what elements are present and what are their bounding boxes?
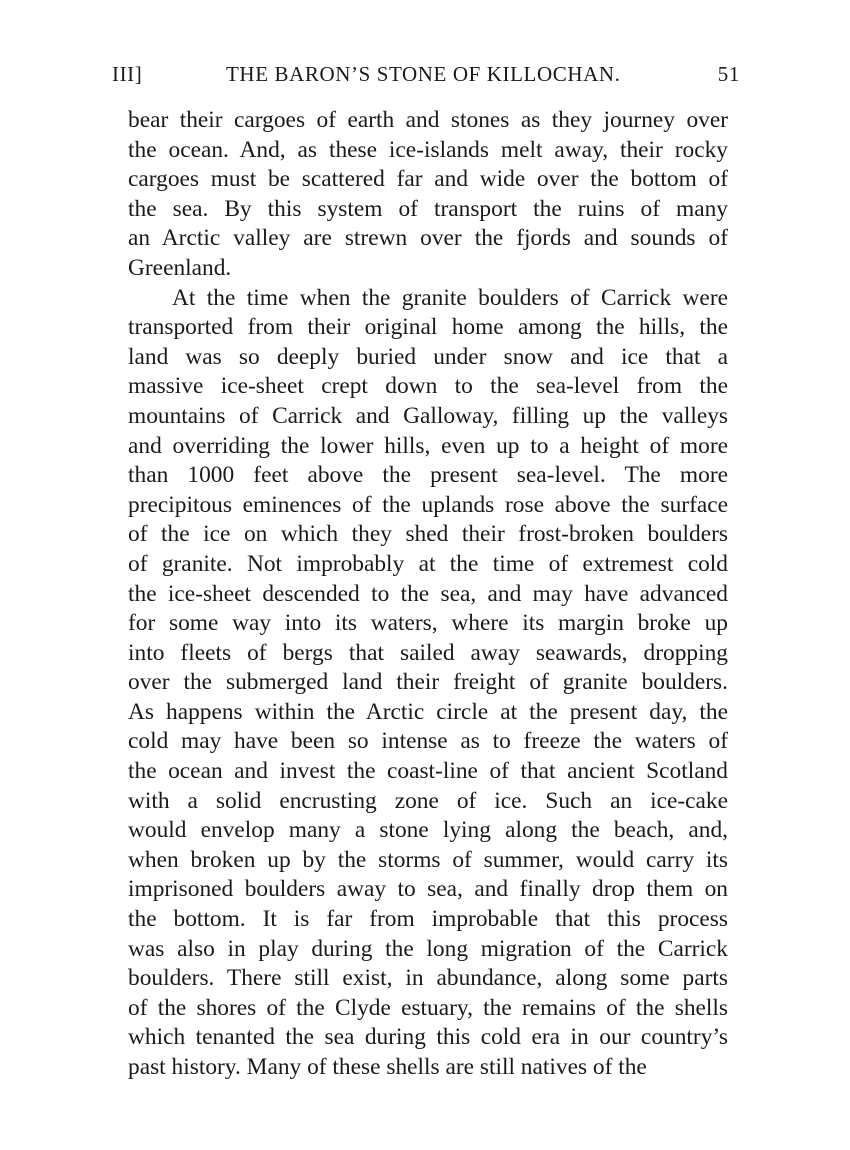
text-line: transported from their original home among the hills, the xyxy=(128,314,728,341)
text-line: was also in play during the long migration of the Carrick xyxy=(128,935,728,962)
text-line: massive ice-sheet crept down to the sea-level from the xyxy=(128,373,728,400)
running-head xyxy=(112,58,740,92)
text-line: cold may have been so intense as to freeze the waters of xyxy=(128,728,728,755)
text-line: precipitous eminences of the uplands rose above the surface xyxy=(128,491,728,518)
text-line: boulders. There still exist, in abundance, along some parts xyxy=(128,965,728,992)
text-line: of the shores of the Clyde estuary, the remains of the shells xyxy=(128,994,728,1021)
text-line: mountains of Carrick and Galloway, filling up the valleys xyxy=(128,402,728,429)
text-line: imprisoned boulders away to sea, and finally drop them on xyxy=(128,876,728,903)
text-line: bear their cargoes of earth and stones as they journey over xyxy=(128,107,728,133)
text-line: and overriding the lower hills, even up to a height of more xyxy=(128,432,728,459)
chapter-number: III] xyxy=(112,62,143,86)
body-text xyxy=(128,106,728,1083)
text-line: than 1000 feet above the present sea-level. The more xyxy=(128,462,728,489)
text-line: the sea. By this system of transport the ruins of many xyxy=(128,195,728,222)
running-title: THE BARON’S STONE OF KILLOCHAN. xyxy=(226,62,621,86)
text-line: past history. Many of these shells are still natives of the xyxy=(128,1054,647,1080)
text-line: the ice-sheet descended to the sea, and may have advanced xyxy=(128,580,728,607)
text-line: As happens within the Arctic circle at the present day, the xyxy=(128,698,728,725)
text-line: an Arctic valley are strewn over the fjords and sounds of xyxy=(128,225,728,252)
paragraph xyxy=(128,284,728,1083)
text-line: of the ice on which they shed their frost-broken boulders xyxy=(128,521,728,548)
text-line: land was so deeply buried under snow and ice that a xyxy=(128,343,728,370)
text-line: the ocean and invest the coast-line of that ancient Scotland xyxy=(128,758,728,785)
text-line: for some way into its waters, where its margin broke up xyxy=(128,610,728,637)
text-line: At the time when the granite boulders of Carrick were xyxy=(172,284,728,311)
text-line: Greenland. xyxy=(128,254,232,281)
text-line: of granite. Not improbably at the time of extremest cold xyxy=(128,550,728,577)
paragraph xyxy=(128,106,728,284)
text-line: with a solid encrusting zone of ice. Such an ice-cake xyxy=(128,787,728,814)
text-line: which tenanted the sea during this cold era in our country’s xyxy=(128,1024,728,1051)
text-line: would envelop many a stone lying along the beach, and, xyxy=(128,817,728,844)
text-line: cargoes must be scattered far and wide over the bottom of xyxy=(128,166,728,193)
text-line: when broken up by the storms of summer, would carry its xyxy=(128,846,728,873)
text-line: the bottom. It is far from improbable that this process xyxy=(128,906,728,933)
page-number: 51 xyxy=(717,62,740,86)
text-line: into fleets of bergs that sailed away seawards, dropping xyxy=(128,639,728,666)
text-line: over the submerged land their freight of granite boulders. xyxy=(128,669,728,696)
text-line: the ocean. And, as these ice-islands melt away, their rocky xyxy=(128,136,728,163)
